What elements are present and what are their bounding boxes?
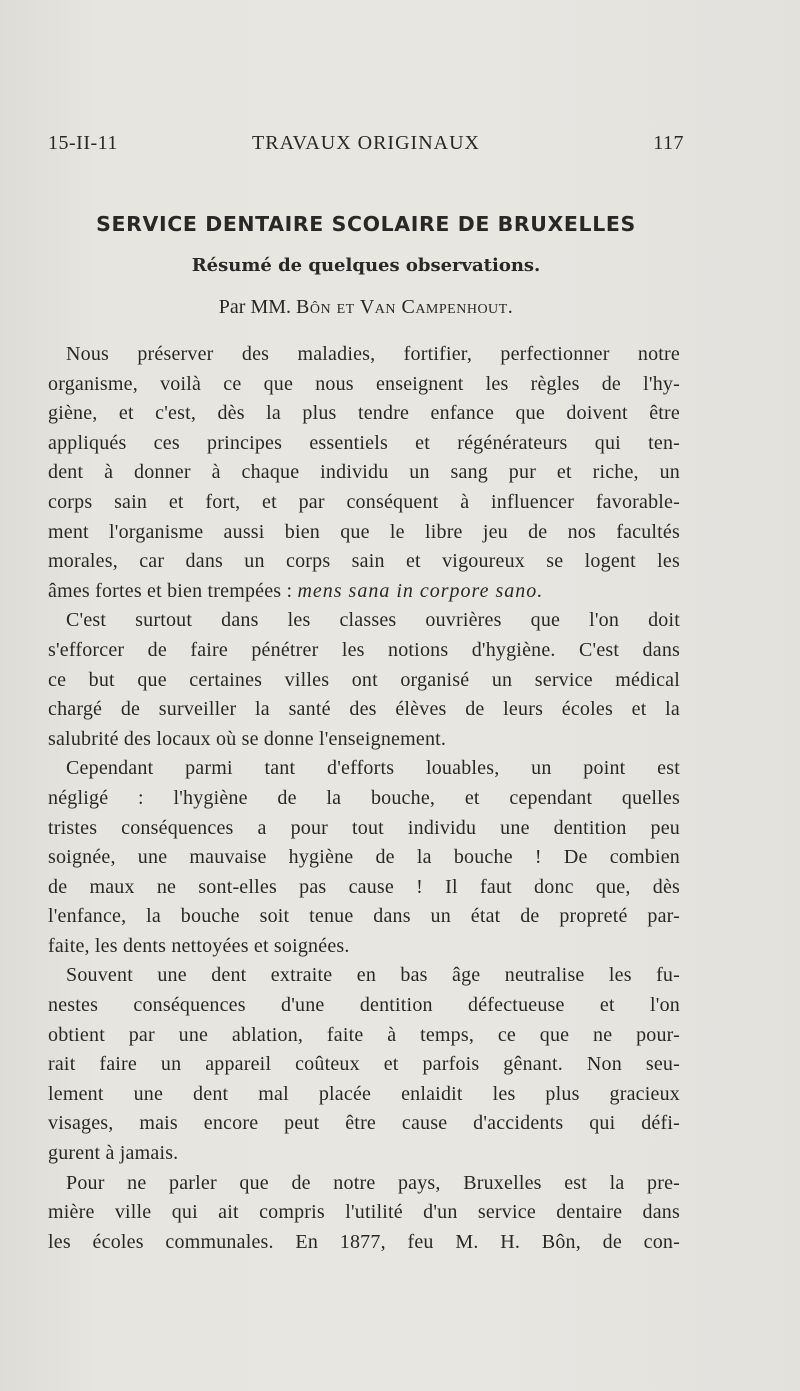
text-line: chargé de surveiller la santé des élèves de leurs écoles et la	[48, 698, 680, 721]
text-line: giène, et c'est, dès la plus tendre enfance que doivent être	[48, 402, 680, 425]
latin-quote: mens sana in corpore sano.	[297, 579, 544, 602]
paragraph	[48, 961, 680, 1168]
text-line	[48, 577, 680, 607]
text-line: les écoles communales. En 1877, feu M. H. Bôn, de con-	[48, 1230, 680, 1253]
paragraph	[48, 1169, 680, 1258]
text-line: obtient par une ablation, faite à temps, ce que ne pour-	[48, 1023, 680, 1046]
running-head	[48, 132, 684, 162]
byline	[48, 296, 684, 319]
text-line: soignée, une mauvaise hygiène de la bouche ! De combien	[48, 846, 680, 869]
text-line: organisme, voilà ce que nous enseignent les règles de l'hy-	[48, 372, 680, 395]
body-text	[48, 340, 680, 1257]
text-line: de maux ne sont-elles pas cause ! Il faut donc que, dès	[48, 875, 680, 898]
text-line: Nous préserver des maladies, fortifier, perfectionner notre	[66, 343, 680, 365]
text-line: gurent à jamais.	[48, 1142, 179, 1165]
paragraph	[48, 754, 680, 961]
text-line: Pour ne parler que de notre pays, Bruxelles est la pre-	[66, 1171, 680, 1194]
paragraph	[48, 606, 680, 754]
text-line: rait faire un appareil coûteux et parfois gênant. Non seu-	[48, 1053, 680, 1076]
byline-authors: Bôn et Van Campenhout.	[296, 296, 514, 318]
text-line: négligé : l'hygiène de la bouche, et cependant quelles	[48, 786, 680, 809]
text-line: Cependant parmi tant d'efforts louables, un point est	[66, 757, 680, 780]
section-title: TRAVAUX ORIGINAUX	[252, 132, 480, 154]
article-subtitle: Résumé de quelques observations.	[191, 255, 541, 276]
text-line: tristes conséquences a pour tout individu une dentition peu	[48, 816, 680, 839]
text-line: ment l'organisme aussi bien que le libre jeu de nos facultés	[48, 520, 680, 543]
text-line: s'efforcer de faire pénétrer les notions d'hygiène. C'est dans	[48, 638, 680, 661]
text-line: appliqués ces principes essentiels et régénérateurs qui ten-	[48, 431, 680, 454]
text-line: salubrité des locaux où se donne l'enseignement.	[48, 727, 447, 750]
text-line: nestes conséquences d'une dentition défectueuse et l'on	[48, 994, 680, 1017]
text-line: Souvent une dent extraite en bas âge neutralise les fu-	[66, 964, 680, 987]
text-line: mière ville qui ait compris l'utilité d'un service dentaire dans	[48, 1201, 680, 1224]
text-segment: âmes fortes et bien trempées :	[48, 579, 298, 602]
text-line: l'enfance, la bouche soit tenue dans un état de propreté par-	[48, 905, 680, 928]
text-line: ce but que certaines villes ont organisé un service médical	[48, 668, 680, 691]
issue-date: 15-II-11	[48, 132, 118, 154]
text-line: C'est surtout dans les classes ouvrières que l'on doit	[66, 609, 680, 632]
article-title: SERVICE DENTAIRE SCOLAIRE DE BRUXELLES	[96, 212, 636, 236]
paragraph	[48, 340, 680, 606]
text-line: visages, mais encore peut être cause d'accidents qui défi-	[48, 1112, 680, 1135]
text-line: lement une dent mal placée enlaidit les plus gracieux	[48, 1082, 680, 1105]
text-line: faite, les dents nettoyées et soignées.	[48, 934, 350, 957]
text-line: morales, car dans un corps sain et vigoureux se logent les	[48, 550, 680, 573]
byline-prefix: Par MM.	[218, 296, 292, 318]
text-line: corps sain et fort, et par conséquent à influencer favorable-	[48, 490, 680, 513]
text-line: dent à donner à chaque individu un sang pur et riche, un	[48, 461, 680, 484]
page-number: 117	[653, 132, 684, 154]
